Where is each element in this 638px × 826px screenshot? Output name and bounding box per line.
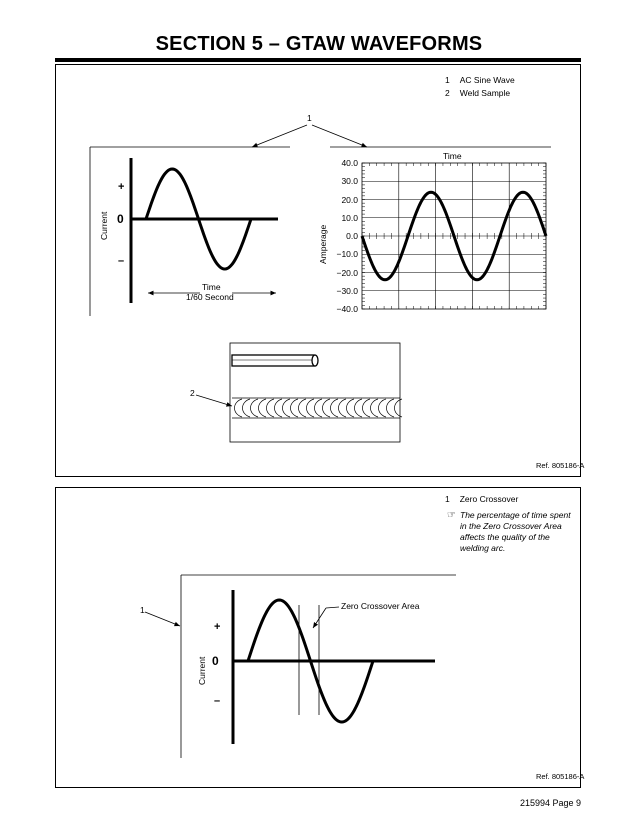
weld-ripple — [283, 399, 291, 417]
weld-ripple — [355, 399, 363, 417]
left-sine-graph — [131, 158, 278, 303]
right-graph-time-label: Time — [443, 151, 462, 161]
weld-ripple — [299, 399, 307, 417]
weld-bead-ripples — [235, 399, 403, 417]
plus-sign: + — [118, 181, 125, 193]
weld-ripple — [259, 399, 267, 417]
weld-ripple — [307, 399, 315, 417]
legend-number: 1 — [445, 494, 450, 504]
weld-ripple — [331, 399, 339, 417]
weld-ripple — [379, 399, 387, 417]
zero-label: 0 — [117, 212, 124, 226]
weld-ripple — [243, 399, 251, 417]
weld-ripple — [387, 399, 395, 417]
weld-ripple — [323, 399, 331, 417]
weld-ripple — [291, 399, 299, 417]
amperage-tick-label: −40.0 — [336, 304, 358, 314]
amperage-tick-label: −10.0 — [336, 249, 358, 260]
weld-ripple — [267, 399, 275, 417]
minus-sign: – — [118, 255, 125, 267]
legend-number: 1 — [445, 75, 450, 85]
page-footer: 215994 Page 9 — [519, 798, 581, 808]
zero-label: 0 — [212, 654, 219, 668]
amperage-tick-label: 20.0 — [341, 194, 358, 205]
weld-sample — [196, 343, 402, 442]
weld-ripple — [275, 399, 283, 417]
reference-number: Ref. 805186-A — [536, 772, 585, 781]
amperage-tick-label: 0.0 — [346, 231, 358, 241]
amperage-tick-label: 30.0 — [341, 176, 358, 187]
weld-ripple — [395, 399, 403, 417]
minus-sign: – — [214, 695, 221, 707]
zero-crossover-frame — [181, 575, 456, 758]
amperage-tick-label: 40.0 — [341, 158, 358, 168]
weld-ripple — [315, 399, 323, 417]
amperage-axis-label: Amperage — [318, 224, 328, 264]
page-title: SECTION 5 – GTAW WAVEFORMS — [155, 33, 483, 55]
weld-ripple — [251, 399, 259, 417]
amperage-tick-label: −20.0 — [336, 267, 358, 278]
legend-label: Zero Crossover — [459, 494, 519, 504]
legend-label: AC Sine Wave — [459, 75, 515, 85]
callout-number-1: 1 — [307, 113, 312, 123]
weld-ripple — [347, 399, 355, 417]
time-label: Time — [202, 282, 221, 292]
legend-number: 2 — [445, 88, 450, 98]
callout-1-arrows — [252, 125, 367, 147]
weld-ripple — [235, 399, 243, 417]
weld-ripple — [371, 399, 379, 417]
callout-number-1: 1 — [140, 605, 145, 615]
reference-number: Ref. 805186-A — [536, 461, 585, 470]
plus-sign: + — [214, 621, 221, 633]
note-text: The percentage of time spent in the Zero Crossover Area affects the quality of the welding arc. — [460, 510, 571, 553]
weld-ripple — [363, 399, 371, 417]
amperage-tick-label: −30.0 — [336, 285, 358, 296]
weld-ripple — [339, 399, 347, 417]
callout-number-2: 2 — [190, 388, 195, 398]
current-axis-label: Current — [197, 656, 207, 685]
pointing-hand-icon: ☞ — [447, 510, 456, 521]
zero-crossover-area-label: Zero Crossover Area — [341, 601, 420, 611]
zero-crossover-graph — [145, 590, 435, 744]
legend-label: Weld Sample — [459, 88, 511, 98]
period-label: 1/60 Second — [186, 292, 234, 302]
amperage-tick-label: 10.0 — [341, 212, 358, 223]
current-axis-label: Current — [99, 211, 109, 240]
